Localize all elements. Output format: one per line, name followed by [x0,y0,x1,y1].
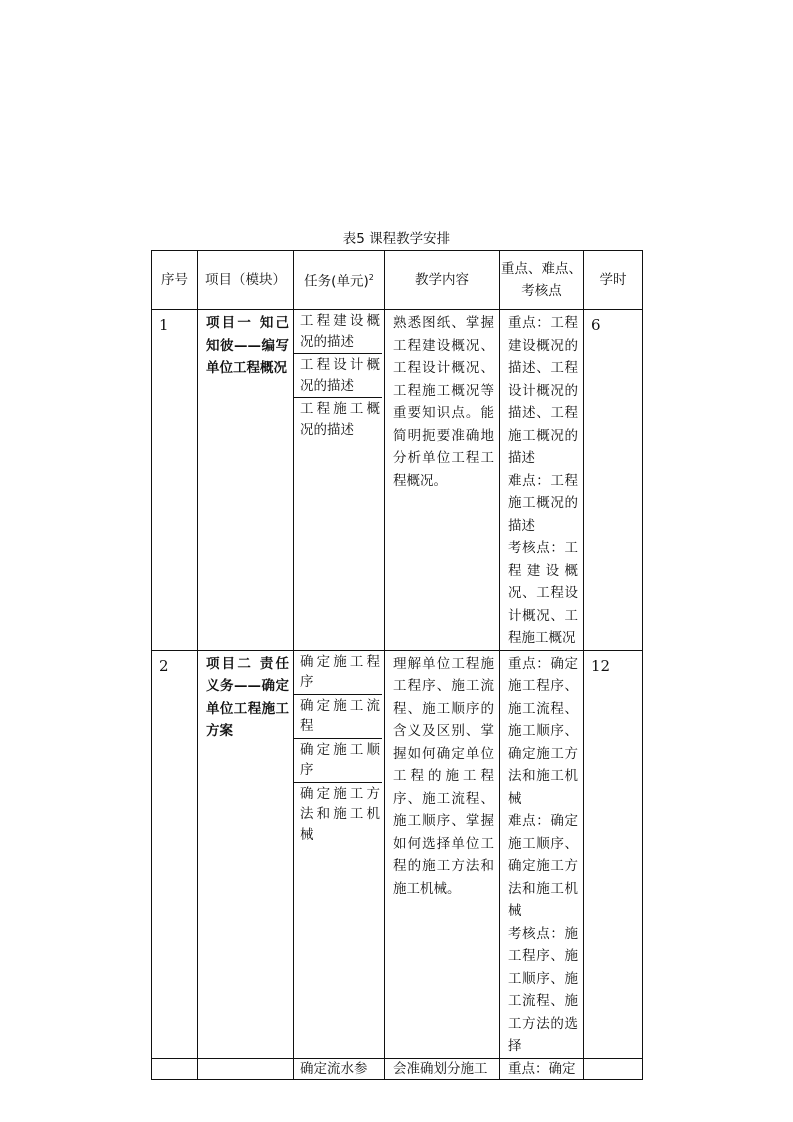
task-item: 工程施工概况的描述 [300,401,380,438]
row-seq-cell [152,1058,198,1079]
header-task-footnote: 2 [368,273,374,283]
task-item: 确定施工流程 [294,695,382,739]
task-item: 确定流水参 [300,1060,368,1077]
row-content: 理解单位工程施工程序、施工流程、施工顺序的含义及区别、掌握如何确定单位工程的施工程序、施工流程、施工顺序、掌握如何选择单位工程的施工方法和施工机械。 [393,655,494,897]
row-content-cell [385,310,500,651]
header-project: 项目（模块） [198,251,294,310]
task-list [294,310,384,441]
row-content-cell [385,650,500,1058]
task-item: 确定施工顺序 [294,739,382,783]
row-project [198,1059,293,1061]
row-project-cell [198,1058,294,1079]
row-hours-cell [584,650,643,1058]
row-hours-cell [584,1058,643,1079]
table-caption: 表5 课程教学安排 [342,231,451,247]
table-row [152,310,643,651]
row-project-cell [198,650,294,1058]
header-focus [500,251,584,310]
row-focus-cell [500,310,584,651]
focus-difficulty: 难点：确定施工顺序、确定施工方法和施工机械 [508,813,578,919]
task-item: 工程设计概况的描述 [294,354,382,398]
focus-key: 重点：确定施工程序、施工流程、施工顺序、确定施工方法和施工机械 [508,655,578,807]
row-seq-cell [152,310,198,651]
row-tasks-cell [294,1058,385,1079]
table-row [152,650,643,1058]
focus-difficulty: 难点：工程施工概况的描述 [508,472,578,534]
header-content: 教学内容 [385,251,500,310]
row-seq: 2 [159,656,169,675]
row-hours [584,1059,642,1063]
row-focus-cell [500,1058,584,1079]
header-focus-line1: 重点、难点、 [501,261,582,277]
focus-assessment: 考核点：工程建设概况、工程设计概况、工程施工概况 [508,540,578,646]
task-item: 确定施工方法和施工机械 [300,785,380,843]
row-project-cell [198,310,294,651]
task-item: 确定施工程序 [294,651,382,695]
row-project: 项目一 知己知彼——编写单位工程概况 [206,315,289,376]
header-seq: 序号 [152,251,198,310]
header-task-label: 任务(单元) [304,273,369,290]
row-hours: 12 [591,656,611,675]
table-row [152,1058,643,1079]
row-seq [152,1059,197,1063]
row-focus-cell [500,650,584,1058]
task-list [294,651,384,847]
row-content-cell [385,1058,500,1079]
row-hours-cell [584,310,643,651]
row-tasks-cell [294,310,385,651]
row-hours: 6 [591,316,601,334]
header-task [294,251,385,310]
header-row [152,251,643,310]
header-focus-line2: 考核点 [521,283,562,299]
row-seq: 1 [159,316,169,334]
row-seq-cell [152,650,198,1058]
focus-assessment: 考核点：施工程序、施工顺序、施工流程、施工方法的选择 [508,925,578,1054]
row-content: 会准确划分施工 [393,1060,488,1077]
header-hours: 学时 [584,251,643,310]
focus-key: 重点：工程建设概况的描述、工程设计概况的描述、工程施工概况的描述 [508,315,578,466]
row-project: 项目二 责任义务——确定单位工程施工方案 [206,655,289,739]
row-tasks-cell [294,650,385,1058]
row-content: 熟悉图纸、掌握工程建设概况、工程设计概况、工程施工概况等重要知识点。能简明扼要准确地分析单位工程工程概况。 [393,315,494,489]
course-schedule-table [151,250,643,1080]
focus-key: 重点：确定 [508,1060,576,1077]
task-item: 工程建设概况的描述 [294,310,382,354]
